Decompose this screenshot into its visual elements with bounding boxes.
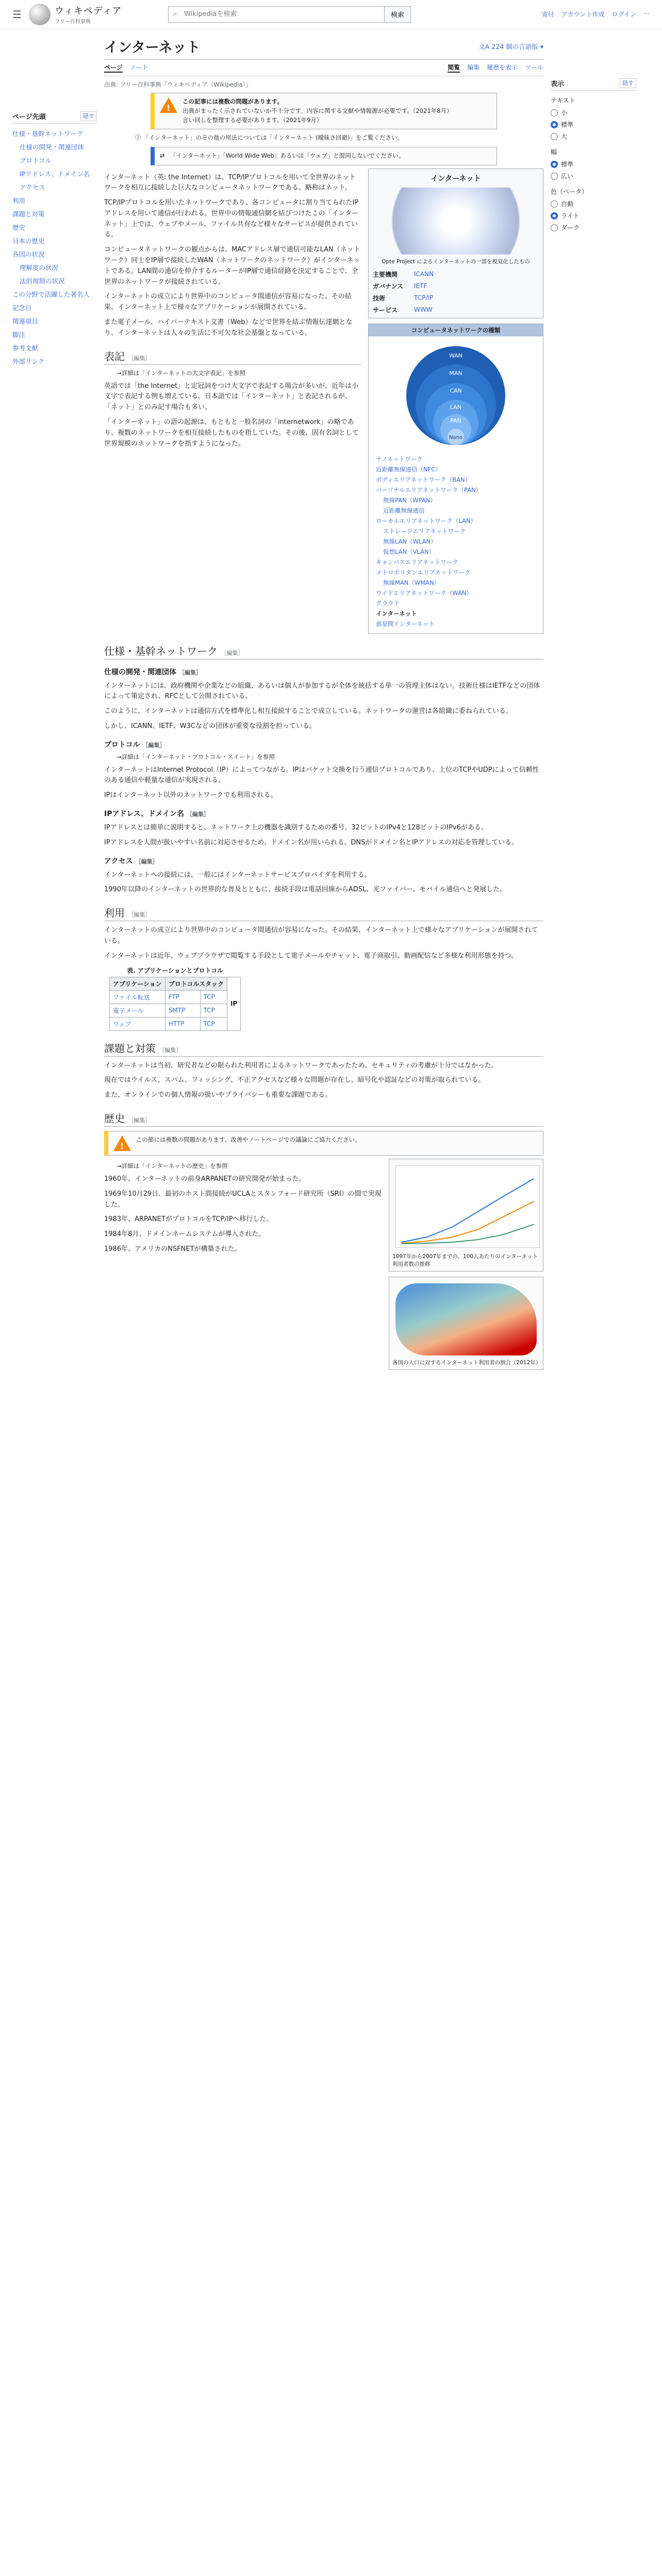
paragraph: IPはインターネット以外のネットワークでも利用される。: [104, 791, 277, 800]
circle-label: WAN: [449, 352, 463, 359]
site-tagline: フリー百科事典: [55, 19, 91, 25]
site-logo[interactable]: [29, 4, 153, 25]
navbox-item[interactable]: 仮想LAN（VLAN）: [383, 548, 435, 555]
option-label: 自動: [561, 200, 574, 208]
navbox-item[interactable]: 近距離無線通信: [383, 506, 425, 514]
info-icon: ⓘ: [135, 134, 143, 142]
subsection-heading: プロトコル ［編集］: [104, 740, 166, 749]
color-options: [551, 198, 636, 233]
navbox-item[interactable]: ローカルエリアネットワーク（LAN）: [376, 517, 476, 524]
intro-paragraph: コンピュータネットワークの観点からは、MACアドレス層で通信可能なLAN（ネットワーク）同士をIP層で接続したWAN（ネットワークのネットワーク）がインターネットである。LAN間の通信を仲介するルーターがIP層で通信経路を決定することで、全世界のネットワークが接続されている。: [104, 246, 360, 286]
navbox-title: コンピュータネットワークの種類: [369, 324, 543, 336]
radio-button[interactable]: [551, 161, 558, 168]
paragraph: インターネットは近年、ウェブブラウザで閲覧する手段として電子メールやチャット、電子商取引、動画配信など多様な利用形態を持つ。: [104, 952, 518, 960]
width-options: [551, 158, 636, 182]
infobox-key: 主要機関: [373, 270, 398, 278]
appearance-hide-button[interactable]: 隠す: [620, 78, 636, 88]
navbox-item[interactable]: メトロポリタンエリアネットワーク: [376, 568, 471, 576]
infobox-value[interactable]: IETF: [414, 282, 427, 290]
circle-label: Nano: [449, 434, 463, 440]
tab-page[interactable]: ページ: [104, 63, 123, 73]
notice-title: この記事には複数の問題があります。: [183, 98, 283, 105]
tab-history[interactable]: 履歴を表示: [487, 64, 518, 71]
table-caption: 表. アプリケーションとプロトコル: [127, 967, 224, 974]
paragraph: インターネットは当初、研究者などの限られた利用者によるネットワークであったため、セキュリティの考慮が十分ではなかった。: [104, 1061, 498, 1070]
hatnote: →詳細は「インターネットの大文字表記」を参照: [117, 369, 246, 377]
edit-link[interactable]: ［編集］: [159, 1046, 182, 1054]
navbox-item[interactable]: ナノネットワーク: [376, 455, 423, 463]
right-column: [368, 168, 543, 634]
text-size-option[interactable]: [551, 130, 636, 142]
site-name: ウィキペディア: [55, 6, 122, 16]
table-header: アプリケーション: [110, 977, 166, 990]
edit-link[interactable]: ［編集］: [186, 811, 209, 818]
internet-map-image[interactable]: [373, 188, 539, 255]
appearance-sidebar: [551, 29, 636, 1370]
toc-item[interactable]: 理解度の状況: [20, 264, 59, 272]
article-intro: [104, 168, 361, 454]
notice-item: 出典がまったく示されていないか不十分です。内容に関する文献や情報源が必要です。（2021年8月）: [183, 107, 453, 114]
intro-paragraph: TCP/IPプロトコルを用いたネットワークであり、各コンピュータに割り当てられたIPアドレスを用いて通信が行われる。世界中の情報通信網を結びつけたこの「インターネット」上では、ウェブやメール、ファイル共有など様々なサービスが提供されている。: [104, 199, 359, 239]
edit-link[interactable]: ［編集］: [135, 858, 158, 865]
intro-paragraph: また電子メール、ハイパーテキスト文書（Web）などで世界を結ぶ情報伝達網となり、インターネットは人々の生活に不可欠な社会基盤となっている。: [104, 318, 353, 337]
paragraph: 「インターネット」の語の起源は、もともと一般名詞の「internetwork」の略であり、複数のネットワークを相互接続したものを指していた。その後、固有名詞として世界規模のネットワークを指すようになった。: [104, 418, 359, 448]
paragraph: 1983年、ARPANETがプロトコルをTCP/IPへ移行した。: [104, 1215, 273, 1224]
toc-item[interactable]: アクセス: [20, 183, 45, 191]
infobox-value[interactable]: ICANN: [414, 270, 434, 278]
table-row: 電子メール SMTP TCP: [110, 1004, 241, 1017]
tab-talk[interactable]: ノート: [129, 64, 148, 71]
paragraph: しかし、ICANN、IETF、W3Cなどの団体が重要な役割を担っている。: [104, 722, 316, 730]
paragraph: 1990年以降のインターネットの世界的な普及とともに、接続手段は電話回線からADSL、光ファイバー、モバイル通信へと発展した。: [104, 886, 507, 894]
chevron-down-icon: ▾: [538, 42, 543, 50]
toc-item[interactable]: 各国の状況: [12, 250, 45, 258]
infobox: [368, 168, 543, 318]
notice-item: 言い回しを整理する必要があります。（2021年9月）: [183, 116, 323, 124]
toc-item[interactable]: この分野で活躍した著名人: [12, 291, 90, 298]
login-link[interactable]: ログイン: [611, 11, 636, 18]
edit-link[interactable]: ［編集］: [128, 354, 151, 362]
users-chart: [395, 1165, 540, 1248]
toc-hide-button[interactable]: 隠す: [80, 111, 97, 121]
infobox-value[interactable]: WWW: [414, 306, 433, 313]
donate-link[interactable]: 寄付: [541, 11, 554, 18]
paragraph: インターネットはInternet Protocol（IP）によってつながる。IPはパケット交換を行う通信プロトコルであり、上位のTCPやUDPによって信頼性のある通信や軽量な通信が実現される。: [104, 766, 539, 785]
navbox-item[interactable]: パーソナルエリアネットワーク（PAN）: [376, 486, 482, 494]
paragraph: IPアドレスとは簡単に説明すると、ネットワーク上の機器を識別するための番号。32ビットのIPv4と128ビットのIPv6がある。: [104, 824, 488, 832]
world-map-image[interactable]: [395, 1283, 537, 1355]
color-option[interactable]: [551, 222, 636, 233]
section-heading-rekishi: 歴史 ［編集］: [104, 1110, 543, 1127]
subsection-heading: IPアドレス、ドメイン名 ［編集］: [104, 810, 209, 819]
text-size-options: [551, 107, 636, 142]
option-label: ライト: [561, 212, 580, 219]
wikipedia-globe-icon: [29, 4, 51, 25]
search-button[interactable]: 検索: [385, 6, 411, 23]
issues-notice: [151, 93, 497, 129]
width-label: 幅: [551, 148, 557, 156]
toc-item[interactable]: 外部リンク: [12, 358, 45, 365]
users-chart-figure: [389, 1159, 543, 1272]
appearance-heading: [551, 78, 636, 91]
user-menu: [542, 10, 650, 19]
color-label: 色（ベータ）: [551, 188, 588, 195]
radio-button[interactable]: [551, 133, 558, 140]
infobox-caption: Opte Project によるインターネットの一部を視覚化したもの: [382, 258, 530, 265]
navbox-item[interactable]: クラウド: [376, 599, 400, 607]
option-label: 小: [561, 109, 568, 116]
language-count: 224 個の言語版: [491, 42, 538, 50]
paragraph: このように、インターネットは通信方式を標準化し相互接続することで成立している。ネットワークの運営は各組織に委ねられている。: [104, 707, 512, 716]
language-button[interactable]: [478, 42, 543, 51]
hatnote: →詳細は「インターネット・プロトコル・スイート」を参照: [117, 753, 275, 760]
network-scale-diagram: [369, 336, 543, 450]
swap-icon: ⇄: [160, 151, 165, 159]
warning-icon: [113, 1136, 131, 1151]
navbox-item: インターネット: [376, 609, 417, 617]
toc-item[interactable]: 仕様の開発・関連団体: [20, 143, 85, 151]
edit-link[interactable]: ［編集］: [128, 1117, 151, 1124]
color-option[interactable]: [551, 210, 636, 222]
navbox-item[interactable]: ワイドエリアネットワーク（WAN）: [376, 589, 472, 597]
paragraph: インターネットには、政府機関や企業などの組織、あるいは個人が参加するが全体を統括する単一の管理主体はない。技術仕様はIETFなどの団体によって策定され、RFCとして公開されている。: [104, 682, 540, 701]
radio-button[interactable]: [551, 224, 558, 231]
circle-label: MAN: [449, 369, 462, 377]
paragraph: 1984年8月、ドメインネームシステムが導入された。: [104, 1230, 266, 1239]
section-heading-shiyo: 仕様・基幹ネットワーク ［編集］: [104, 643, 543, 659]
radio-button[interactable]: [551, 109, 558, 116]
circle-label: PAN: [450, 417, 461, 424]
table-header: プロトコルスタック: [165, 977, 227, 990]
intro-paragraph: インターネット（英: the Internet）は、TCP/IPプロトコルを用いて全世界のネットワークを相互に接続した巨大なコンピュータネットワークである。略称はネット。: [104, 173, 356, 192]
paragraph: また、オンラインでの個人情報の扱いやプライバシーも重要な課題である。: [104, 1091, 332, 1099]
color-option[interactable]: [551, 198, 636, 210]
option-label: 標準: [561, 161, 574, 168]
paragraph: 英語では「the Internet」と定冠詞をつけ大文字で表記する場合が多いが、近年は小文字で表記する例も増えている。日本語では「インターネット」と表記されるが、「ネット」とのみ記す場合も多い。: [104, 382, 359, 412]
paragraph: 1960年、インターネットの前身ARPANETの研究開発が始まった。: [104, 1175, 306, 1183]
circle-label: CAN: [450, 387, 462, 394]
paragraph: 1969年10月29日、最初のホスト間接続がUCLAとスタンフォード研究所（SRI）の間で実現した。: [104, 1190, 382, 1209]
search-icon: ⌕: [173, 10, 177, 18]
radio-button[interactable]: [551, 212, 558, 219]
navbox-item[interactable]: 無線PAN（WPAN）: [383, 496, 436, 504]
width-option[interactable]: [551, 158, 636, 170]
toc-item[interactable]: 利用: [12, 197, 26, 205]
toc-item[interactable]: 日本の歴史: [12, 237, 45, 245]
site-header: [0, 0, 662, 29]
paragraph: インターネットへの接続には、一般にはインターネットサービスプロバイダを利用する。: [104, 871, 371, 879]
infobox-key: 技術: [373, 294, 386, 302]
option-label: ダーク: [561, 224, 580, 231]
text-size-option[interactable]: [551, 107, 636, 118]
infobox-value[interactable]: TCP/IP: [414, 294, 434, 301]
confusion-notice: ⇄ 「インターネット」「World Wide Web」あるいは「ウェブ」と混同しないでください。: [151, 147, 497, 165]
world-map-figure: [389, 1277, 543, 1370]
navbox-item[interactable]: キャンパスエリアネットワーク: [376, 558, 458, 566]
intro-paragraph: インターネットの成立により世界中のコンピュータ間通信が容易になった。その結果、インターネット上で様々なアプリケーションが展開されている。: [104, 293, 352, 312]
navbox-item[interactable]: ボディエリアネットワーク（BAN）: [376, 476, 471, 483]
paragraph: IPアドレスを人間が扱いやすい名前に対応させるため、ドメイン名が用いられる。DNSがドメイン名とIPアドレスの対応を管理している。: [104, 838, 519, 846]
radio-button[interactable]: [551, 200, 558, 208]
infobox-key: サービス: [373, 306, 398, 314]
app-protocol-table: [109, 966, 241, 1031]
toc-item[interactable]: IPアドレス、ドメイン名: [20, 170, 90, 178]
figure-caption: 各国の人口に対するインターネット利用者の割合（2012年）: [392, 1360, 541, 1366]
paragraph: インターネットの成立により世界中のコンピュータ間通信が容易になった。その結果、インターネット上で様々なアプリケーションが展開されている。: [104, 926, 538, 945]
toc-title[interactable]: ページ先頭: [12, 113, 46, 121]
edit-link[interactable]: ［編集］: [128, 911, 151, 919]
section-heading-kadai: 課題と対策 ［編集］: [104, 1040, 543, 1057]
toc-item[interactable]: 歴史: [12, 224, 26, 231]
subsection-heading: アクセス ［編集］: [104, 857, 158, 866]
navbox-item[interactable]: 惑星間インターネット: [376, 620, 435, 628]
infobox-key: ガバナンス: [373, 282, 404, 290]
toc-item[interactable]: 記念日: [12, 304, 32, 312]
disambiguation-note: ⓘ 「インターネット」のその他の用法については「インターネット (曖昧さ回避)」をご覧ください。: [135, 134, 403, 142]
option-label: 広い: [561, 173, 574, 180]
hatnote: →詳細は「インターネットの歴史」を参照: [117, 1162, 228, 1170]
subsection-heading: 仕様の開発・関連団体 ［編集］: [104, 668, 202, 676]
tab-tools[interactable]: ツール: [525, 64, 543, 71]
search-input[interactable]: [168, 6, 385, 23]
page-tagline: 出典: フリー百科事典『ウィキペディア（Wikipedia）』: [104, 81, 252, 88]
navbox-item[interactable]: 無線LAN（WLAN）: [383, 537, 437, 545]
warning-icon: [160, 97, 177, 113]
network-types-navbox: [368, 324, 543, 634]
ip-cell: IP: [227, 977, 240, 1030]
radio-button[interactable]: [551, 121, 558, 128]
toc-heading: [12, 111, 97, 124]
search-form: [168, 6, 411, 23]
text-size-option[interactable]: [551, 118, 636, 130]
toc-item[interactable]: 脚注: [12, 331, 26, 338]
navbox-item[interactable]: 近距離無線通信（NFC）: [376, 465, 441, 473]
edit-link[interactable]: ［編集］: [178, 669, 202, 676]
tab-edit[interactable]: 編集: [467, 64, 480, 71]
text-size-label: テキスト: [551, 97, 575, 104]
more-menu-icon[interactable]: ⋯: [643, 10, 650, 17]
page-title: インターネット: [104, 40, 201, 56]
toc-item[interactable]: 参考文献: [12, 344, 39, 352]
edit-link[interactable]: ［編集］: [142, 741, 166, 749]
toc-item[interactable]: プロトコル: [20, 157, 52, 164]
paragraph: 1986年、アメリカのNSFNETが構築された。: [104, 1245, 241, 1253]
toc-item[interactable]: 課題と対策: [12, 210, 45, 218]
paragraph: 現在ではウイルス、スパム、フィッシング、不正アクセスなど様々な問題が存在し、暗号化や認証などの対策が取られている。: [104, 1076, 485, 1084]
main-content: [97, 29, 551, 1370]
option-label: 大: [561, 133, 568, 140]
navbox-item[interactable]: ストレージエリアネットワーク: [383, 527, 466, 535]
navbox-list: [369, 450, 543, 633]
circle-label: LAN: [450, 403, 462, 411]
toc-item[interactable]: 法的規制の状況: [20, 277, 65, 285]
create-account-link[interactable]: アカウント作成: [561, 11, 605, 18]
section-heading-riyo: 利用 ［編集］: [104, 905, 543, 921]
main-menu-icon[interactable]: ☰: [12, 8, 22, 21]
navbox-item[interactable]: 無線MAN（WMAN）: [383, 579, 440, 586]
option-label: 標準: [561, 121, 574, 128]
section-issues-notice: ! この節には複数の問題があります。改善やノートページでの議論にご協力ください。: [104, 1131, 543, 1156]
table-row: ファイル転送 FTP TCP: [110, 990, 241, 1004]
infobox-title: インターネット: [431, 174, 481, 183]
table-row: ウェブ HTTP TCP: [110, 1017, 241, 1030]
toc-item[interactable]: 仕様・基幹ネットワーク: [12, 130, 84, 138]
width-option[interactable]: [551, 170, 636, 182]
tab-read[interactable]: 閲覧: [448, 63, 460, 73]
toc-sidebar: [12, 29, 97, 1370]
edit-link[interactable]: ［編集］: [221, 649, 244, 656]
translate-icon: 文A: [478, 42, 492, 50]
section-heading-hyoki: 表記 ［編集］: [104, 348, 361, 365]
radio-button[interactable]: [551, 173, 558, 180]
figure-caption: 1997年から2007年までの、100人あたりのインターネット利用者数の推移: [392, 1253, 538, 1268]
toc-item[interactable]: 関連項目: [12, 317, 39, 325]
toc-list: [12, 127, 97, 368]
appearance-title: 表示: [551, 80, 565, 88]
